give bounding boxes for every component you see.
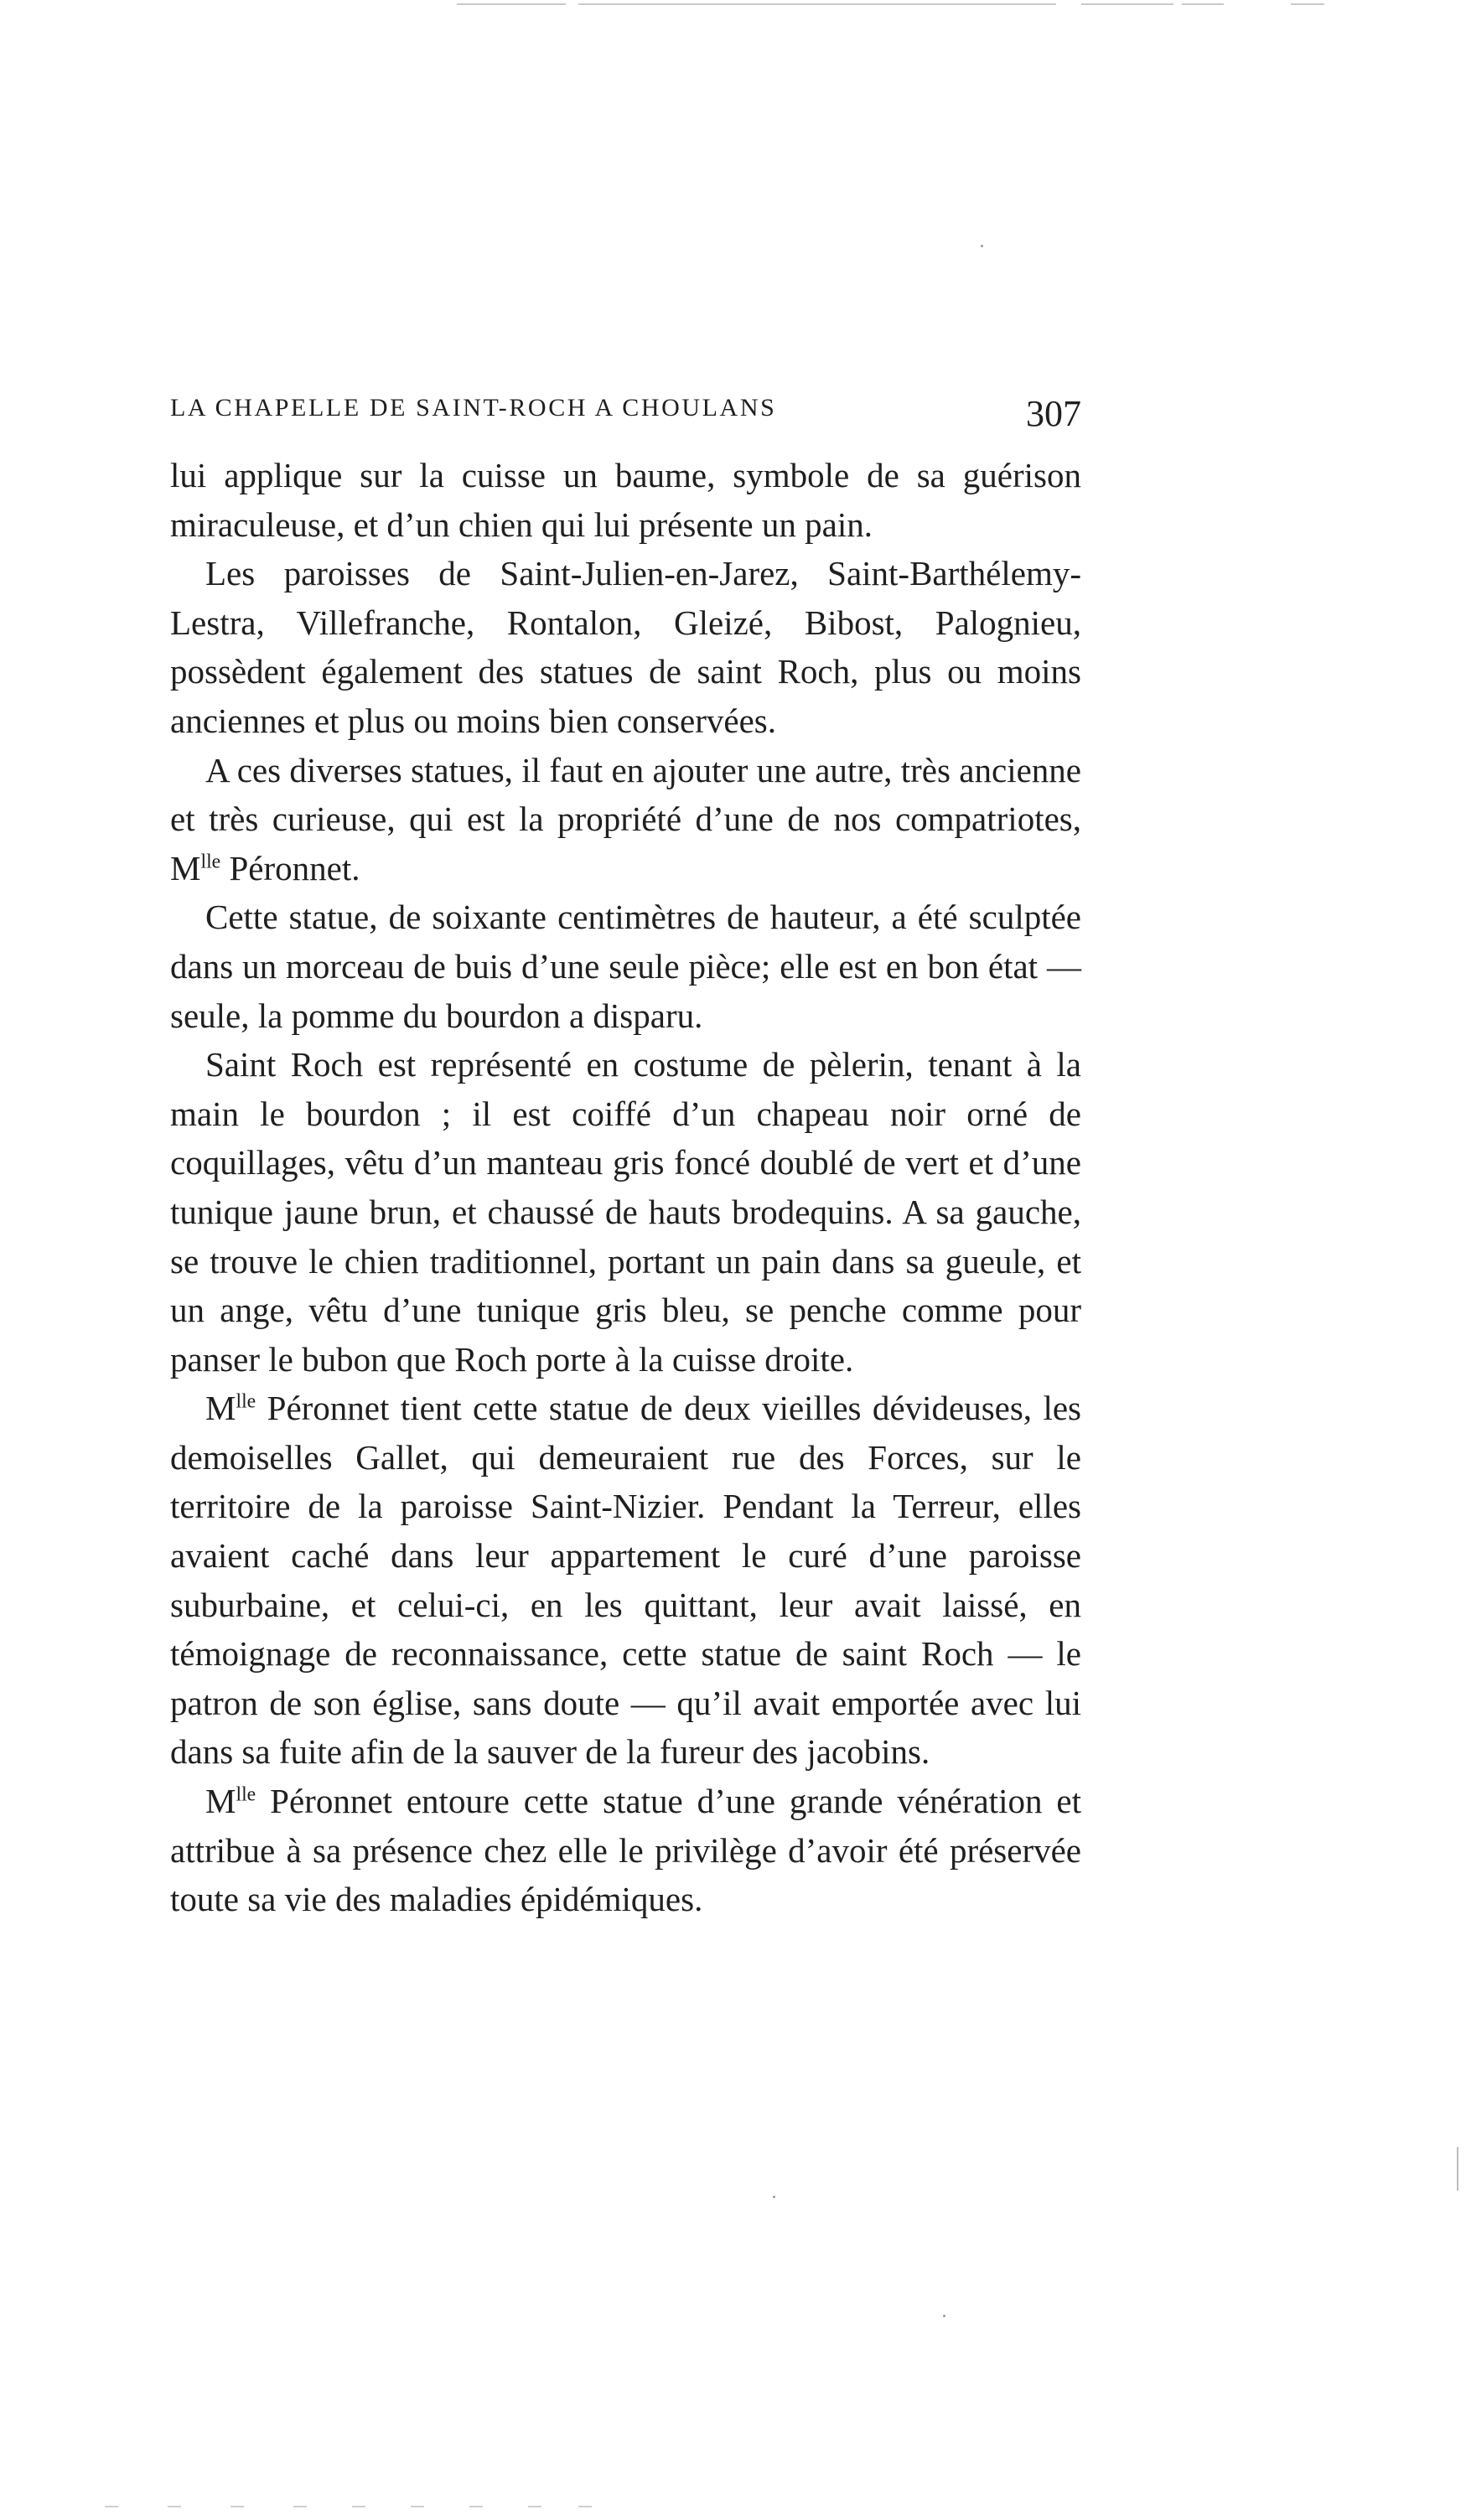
scan-top-rule-5 — [1291, 3, 1324, 5]
paragraph-provenance — [170, 1384, 1081, 1777]
scan-bottom-dash — [352, 2506, 365, 2507]
honorific-prefix: M — [205, 1782, 236, 1821]
paragraph-parishes: Les paroisses de Saint-Julien-en-Jarez, Saint-Barthélemy-Lestra, Villefranche, Rontalon, Gleizé, Bibost, Palognieu, possèdent également des statues de saint Roch, plus ou moins anciennes et plus ou moins bien conservées. — [170, 554, 1081, 740]
paragraph-statue-size: Cette statue, de soixante centimètres de hauteur, a été sculptée dans un morceau de buis d’une seule pièce; elle est en bon état — seule, la pomme du bourdon a disparu. — [170, 898, 1081, 1035]
scan-bottom-dash — [231, 2506, 244, 2507]
title-superscript: lle — [200, 851, 221, 873]
paragraph-old-statue-text: A ces diverses statues, il faut en ajouter une autre, très ancienne et très curieuse, qui est la propriété d’une de nos compatriotes, M — [170, 750, 1081, 887]
page-header — [170, 392, 1081, 442]
running-head: LA CHAPELLE DE SAINT-ROCH A CHOULANS — [170, 394, 777, 422]
scan-speck — [773, 2196, 775, 2198]
honorific-prefix: M — [205, 1389, 236, 1428]
paragraph-old-statue — [170, 746, 1081, 893]
title-superscript: lle — [236, 1783, 256, 1806]
scan-edge-mark — [1457, 2147, 1458, 2191]
scan-speck — [981, 245, 983, 247]
paragraph-veneration-text: Péronnet entoure cette statue d’une grande vénération et attribue à sa présence chez elle le privilège d’avoir été préservée toute sa vie des maladies épidémiques. — [170, 1782, 1081, 1919]
scan-top-rule-4 — [1182, 3, 1224, 5]
paragraph-provenance-text: Péronnet tient cette statue de deux vieilles dévideuses, les demoiselles Gallet, qui demeuraient rue des Forces, sur le territoire de la paroisse Saint-Nizier. Pendant la Terreur, elles avaient caché dans leur appartement le curé d’une paroisse suburbaine, et celui-ci, en les quittant, leur avait laissé, en témoignage de reconnaissance, cette statue de saint Roch — le patron de son église, sans doute — qu’il avait emportée avec lui dans sa fuite afin de la sauver de la fureur des jacobins. — [170, 1389, 1081, 1772]
scan-bottom-dash — [105, 2506, 118, 2507]
title-superscript: lle — [236, 1390, 256, 1413]
scan-bottom-dash — [578, 2506, 592, 2507]
scan-top-rule-1 — [457, 3, 566, 5]
paragraph-statue-description: Saint Roch est représenté en costume de pèlerin, tenant à la main le bourdon ; il est coiffé d’un chapeau noir orné de coquillages, vêtu d’un manteau gris foncé doublé de vert et d’une tunique jaune brun, et chaussé de hauts brodequins. A sa gauche, se trouve le chien traditionnel, portant un pain dans sa gueule, et un ange, vêtu d’une tunique gris bleu, se penche comme pour panser le bubon que Roch porte à la cuisse droite. — [170, 1045, 1081, 1379]
scan-bottom-dash — [469, 2506, 483, 2507]
page-number: 307 — [1026, 393, 1081, 434]
scan-top-rule-3 — [1081, 3, 1173, 5]
paragraph-old-statue-end: Péronnet. — [220, 848, 360, 887]
scan-bottom-dash — [293, 2506, 307, 2507]
scan-speck — [943, 2315, 945, 2317]
scan-bottom-dash — [411, 2506, 424, 2507]
scan-top-rule-2 — [578, 3, 1056, 5]
scan-bottom-dash — [168, 2506, 181, 2507]
scan-bottom-dash — [528, 2506, 541, 2507]
body-text — [170, 451, 1081, 1924]
paragraph-continuation: lui applique sur la cuisse un baume, symbole de sa guérison miraculeuse, et d’un chien qui lui présente un pain. — [170, 456, 1081, 544]
paragraph-veneration — [170, 1777, 1081, 1924]
